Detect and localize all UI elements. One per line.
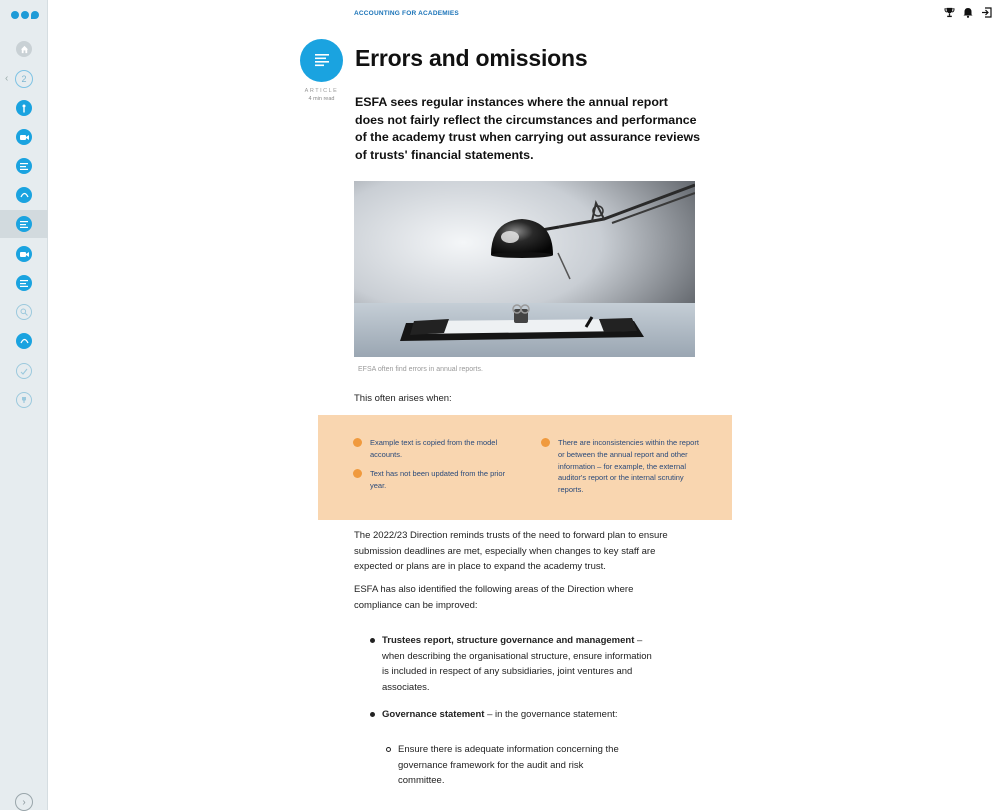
home-icon: [16, 41, 32, 57]
podcast-icon: [16, 333, 32, 349]
sidebar: [0, 0, 48, 810]
app-logo[interactable]: [11, 11, 39, 19]
article-icon: [16, 216, 32, 232]
sidebar-item-check[interactable]: [0, 357, 48, 385]
sidebar-item-podcast[interactable]: [0, 181, 48, 209]
image-caption: EFSA often find errors in annual reports.: [358, 366, 483, 373]
article-type-label: ARTICLE: [304, 88, 339, 94]
list-item: [370, 633, 655, 695]
callout-item: [541, 437, 701, 496]
bullet-dot: [370, 638, 375, 643]
list-item: [370, 707, 655, 723]
sidebar-item-article-active[interactable]: [0, 210, 48, 238]
pin-icon: [16, 100, 32, 116]
sub-list-item-text: Ensure there is adequate information concerning the governance framework for the audit and risk committee.: [398, 744, 619, 786]
callout-box: [318, 415, 732, 520]
article-lead: ESFA sees regular instances where the annual report does not fairly reflect the circumstances and performance of the academy trust when carrying out assurance reviews of trusts' financial statements.: [355, 95, 700, 162]
check-icon: [16, 363, 32, 379]
bullet-dot: [353, 438, 362, 447]
callout-text: There are inconsistencies within the report or between the annual report and other information – for example, the external auditor's report or the internal scrutiny reports.: [558, 438, 699, 495]
body-paragraph: The 2022/23 Direction reminds trusts of the need to forward plan to ensure submission deadlines are met, especially when changes to key staff are expected or plans are in place to expand the academy trust.: [354, 530, 668, 572]
hero-image: [354, 181, 695, 357]
callout-item: [353, 437, 513, 461]
list-item-bold: Governance statement: [382, 709, 485, 720]
step-number: 2: [15, 70, 33, 88]
sub-list-item: [386, 742, 626, 789]
bullet-circle: [386, 747, 391, 752]
sidebar-item-step[interactable]: [0, 65, 48, 93]
breadcrumb[interactable]: ACCOUNTING FOR ACADEMIES: [354, 10, 459, 17]
video-icon: [16, 246, 32, 262]
sidebar-item-video-2[interactable]: [0, 240, 48, 268]
article-icon: [16, 158, 32, 174]
sidebar-item-podcast-2[interactable]: [0, 327, 48, 355]
sidebar-item-pin[interactable]: [0, 94, 48, 122]
trophy-icon: [16, 392, 32, 408]
expand-sidebar-button[interactable]: [15, 793, 33, 811]
bullet-dot: [541, 438, 550, 447]
logout-icon[interactable]: [981, 7, 992, 18]
read-time: 4 min read: [308, 96, 335, 102]
chevron-right-icon: ›: [22, 796, 26, 808]
video-icon: [16, 129, 32, 145]
callout-text: Text has not been updated from the prior year.: [370, 469, 506, 490]
intro-text: This often arises when:: [354, 393, 452, 404]
sidebar-item-video[interactable]: [0, 123, 48, 151]
chevron-left-icon[interactable]: ‹: [5, 73, 9, 84]
list-item-rest: – when describing the organisational structure, ensure information is included in respect of any subsidiaries, joint ventures and associates.: [382, 635, 652, 693]
list-item-text: [382, 707, 618, 723]
bullet-dot: [370, 712, 375, 717]
callout-text: Example text is copied from the model accounts.: [370, 438, 498, 459]
body-paragraph: ESFA has also identified the following areas of the Direction where compliance can be improved:: [354, 584, 634, 611]
sidebar-item-article[interactable]: [0, 152, 48, 180]
sidebar-item-trophy[interactable]: [0, 386, 48, 414]
podcast-icon: [16, 187, 32, 203]
list-item-text: [382, 633, 655, 695]
bell-icon[interactable]: [963, 7, 973, 18]
sidebar-item-home[interactable]: [0, 35, 48, 63]
page-title: Errors and omissions: [355, 45, 588, 71]
list-item-rest: – in the governance statement:: [484, 709, 618, 720]
article-icon: [16, 275, 32, 291]
header-actions: [944, 7, 992, 18]
trophy-icon[interactable]: [944, 7, 955, 18]
callout-item: [353, 468, 513, 492]
sidebar-item-article-2[interactable]: [0, 269, 48, 297]
search-icon: [16, 304, 32, 320]
bullet-dot: [353, 469, 362, 478]
article-type-icon: [300, 39, 343, 82]
list-item-bold: Trustees report, structure governance and management: [382, 635, 635, 646]
sidebar-item-search[interactable]: [0, 298, 48, 326]
